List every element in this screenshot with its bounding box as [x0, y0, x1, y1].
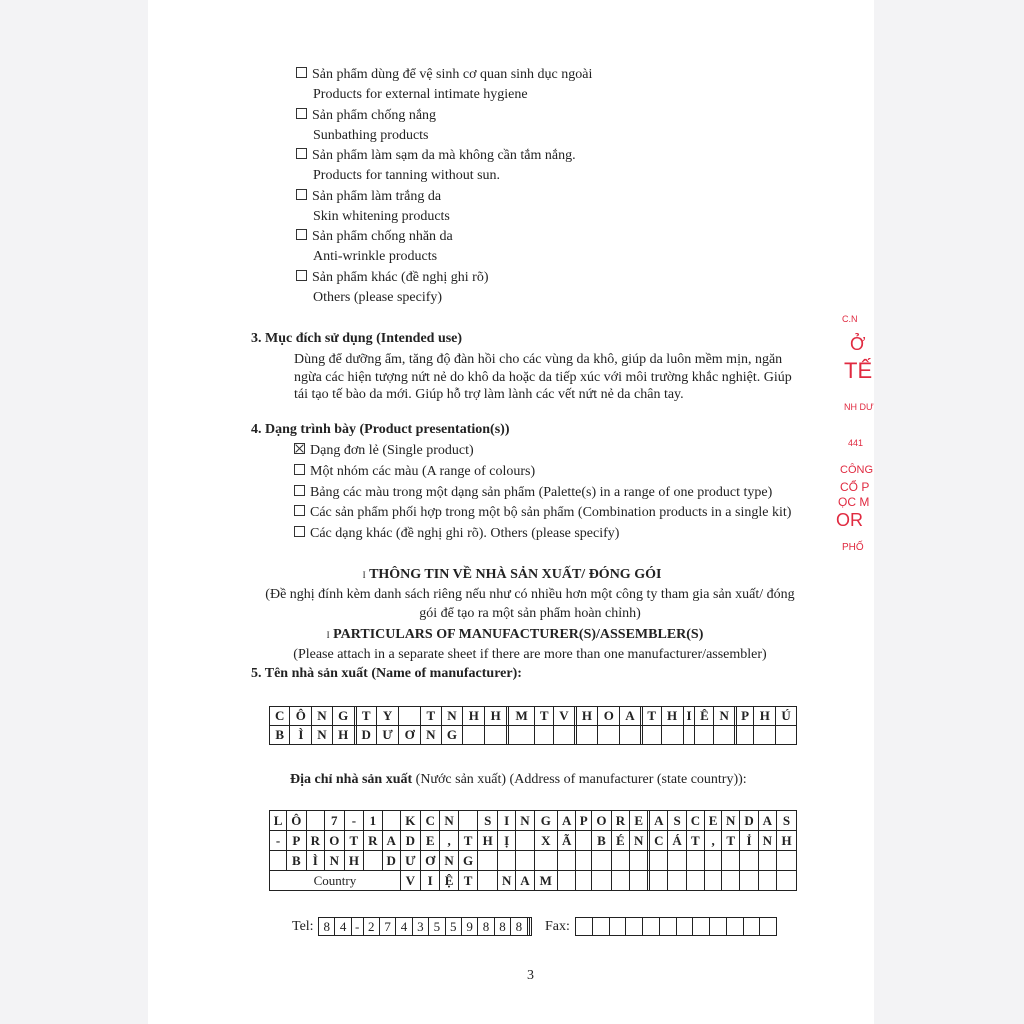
grid-cell: T: [458, 831, 478, 851]
grid-cell: C: [650, 831, 668, 851]
country-label: Country: [270, 871, 401, 891]
grid-cell: N: [516, 811, 534, 831]
grid-cell: G: [534, 811, 557, 831]
presentation-option-label: Dạng đơn lẻ (Single product): [310, 443, 474, 458]
grid-cell: [576, 831, 592, 851]
stamp-text: OR: [836, 510, 863, 530]
grid-cell: [726, 918, 743, 936]
grid-cell: [458, 811, 478, 831]
grid-cell: [650, 851, 668, 871]
grid-cell: O: [592, 811, 612, 831]
grid-cell: 8: [511, 918, 527, 936]
section-i-title-en: I PARTICULARS OF MANUFACTURER(S)/ASSEMBLER(S): [326, 627, 704, 642]
grid-cell: D: [382, 851, 400, 871]
grid-cell: [509, 726, 535, 745]
checkbox-icon[interactable]: [296, 189, 307, 200]
grid-cell: 5: [445, 918, 461, 936]
intended-use-heading: 3. Mục đích sử dụng (Intended use): [251, 331, 463, 346]
fax-field: [575, 917, 777, 936]
grid-cell: [754, 726, 776, 745]
grid-cell: [714, 726, 734, 745]
stamp-text: CÔNG: [840, 464, 873, 476]
manufacturer-heading: 5. Tên nhà sản xuất (Name of manufacturer):: [251, 666, 522, 681]
grid-cell: [558, 871, 576, 891]
checklist-item-en: Sunbathing products: [313, 127, 429, 143]
checkbox-icon[interactable]: [294, 526, 305, 537]
grid-cell: [611, 851, 629, 871]
grid-cell: Ơ: [399, 726, 421, 745]
checkbox-icon[interactable]: [296, 270, 307, 281]
grid-cell: [659, 918, 676, 936]
grid-cell: [683, 726, 695, 745]
grid-cell: A: [382, 831, 400, 851]
checkbox-icon[interactable]: [296, 148, 307, 159]
grid-cell: [686, 851, 704, 871]
grid-cell: [306, 811, 324, 831]
grid-cell: [722, 871, 740, 891]
intended-use-line: Dùng để dưỡng ẩm, tăng độ đàn hồi cho các vùng da khô, giúp da luôn mềm mịn, ngăn: [294, 352, 783, 367]
presentation-heading: 4. Dạng trình bày (Product presentation(s)): [251, 422, 510, 437]
grid-row: [270, 851, 797, 871]
grid-cell: C: [686, 811, 704, 831]
grid-cell: Ơ: [420, 851, 440, 871]
grid-cell: [777, 871, 797, 891]
grid-row: [270, 831, 797, 851]
grid-cell: [516, 851, 534, 871]
stamp-text: 441: [848, 438, 864, 448]
grid-cell: [710, 918, 727, 936]
grid-cell: É: [611, 831, 629, 851]
grid-cell: T: [344, 831, 364, 851]
tel-field: [318, 917, 532, 936]
grid-cell: [736, 726, 754, 745]
grid-cell: [478, 871, 498, 891]
grid-cell: [576, 871, 592, 891]
grid-cell: [686, 871, 704, 891]
grid-cell: N: [630, 831, 648, 851]
checklist-label-vi: Sản phẩm chống nhăn da: [312, 229, 453, 245]
grid-cell: [705, 871, 722, 891]
grid-cell: G: [441, 726, 463, 745]
grid-cell: T: [535, 707, 554, 726]
stamp-text: C.N: [842, 314, 858, 324]
checklist-label-vi: Sản phẩm làm sạm da mà không cần tắm nắng.: [312, 148, 576, 164]
presentation-option: [294, 504, 791, 522]
grid-cell: A: [558, 811, 576, 831]
grid-row: [270, 811, 797, 831]
presentation-option: [294, 442, 474, 460]
stamp-text: Ở: [850, 334, 866, 354]
presentation-option: [294, 463, 535, 481]
grid-cell: P: [576, 811, 592, 831]
grid-cell: V: [554, 707, 574, 726]
grid-cell: T: [722, 831, 740, 851]
grid-cell: A: [650, 811, 668, 831]
checklist-item-en: Products for tanning without sun.: [313, 168, 501, 184]
grid-cell: Ư: [376, 726, 398, 745]
grid-cell: [497, 851, 515, 871]
grid-cell: N: [714, 707, 734, 726]
checkbox-icon[interactable]: [294, 464, 305, 475]
grid-cell: H: [463, 707, 485, 726]
checklist-item-en: Skin whitening products: [313, 208, 450, 224]
checked-box-icon[interactable]: [294, 443, 305, 454]
checklist-item-vi: [296, 228, 453, 246]
grid-cell: Ã: [558, 831, 576, 851]
grid-cell: E: [420, 831, 440, 851]
checklist-item-vi: [296, 66, 592, 84]
checkbox-icon[interactable]: [296, 108, 307, 119]
grid-cell: [620, 726, 640, 745]
grid-cell: N: [497, 871, 515, 891]
grid-cell: H: [576, 707, 598, 726]
checkbox-icon[interactable]: [296, 67, 307, 78]
grid-row: [270, 707, 797, 726]
grid-cell: Á: [668, 831, 686, 851]
grid-cell: 3: [412, 918, 428, 936]
page-number: 3: [527, 968, 534, 983]
grid-cell: N: [312, 726, 332, 745]
grid-cell: H: [332, 726, 354, 745]
grid-cell: E: [630, 811, 648, 831]
grid-cell: [668, 871, 686, 891]
grid-cell: M: [534, 871, 557, 891]
grid-cell: C: [270, 707, 290, 726]
grid-cell: Ô: [287, 811, 307, 831]
grid-cell: H: [777, 831, 797, 851]
grid-cell: [758, 871, 776, 891]
grid-cell: G: [332, 707, 354, 726]
grid-cell: Ê: [695, 707, 714, 726]
grid-row: [270, 726, 797, 745]
grid-cell: [516, 831, 534, 851]
stamp-text: PHỐ: [842, 542, 864, 553]
presentation-option-label: Các dạng khác (đề nghị ghi rõ). Others (please specify): [310, 526, 620, 542]
checklist-item-vi: [296, 188, 441, 206]
grid-cell: Ì: [290, 726, 312, 745]
grid-cell: T: [356, 707, 376, 726]
grid-cell: [364, 851, 382, 871]
grid-cell: T: [686, 831, 704, 851]
red-stamp-seal: [830, 296, 880, 566]
grid-cell: O: [598, 707, 620, 726]
grid-cell: [743, 918, 760, 936]
checklist-item-en: Others (please specify): [313, 290, 443, 305]
grid-cell: B: [592, 831, 612, 851]
grid-cell: [630, 851, 648, 871]
grid-cell: 8: [494, 918, 510, 936]
grid-cell: [598, 726, 620, 745]
grid-cell: [650, 871, 668, 891]
grid-cell: -: [270, 831, 287, 851]
grid-cell: [740, 871, 758, 891]
grid-cell: [611, 871, 629, 891]
grid-row: [576, 918, 777, 936]
grid-cell: [705, 851, 722, 871]
grid-cell: S: [668, 811, 686, 831]
grid-cell: K: [400, 811, 420, 831]
address-label: Địa chỉ nhà sản xuất (Nước sản xuất) (Address of manufacturer (state country)):: [290, 772, 747, 787]
checklist-item-en: Anti-wrinkle products: [313, 249, 438, 265]
grid-cell: N: [440, 851, 458, 871]
grid-cell: [668, 851, 686, 871]
grid-cell: 5: [429, 918, 445, 936]
grid-cell: H: [344, 851, 364, 871]
grid-cell: [695, 726, 714, 745]
grid-cell: N: [722, 811, 740, 831]
checkbox-icon[interactable]: [294, 505, 305, 516]
grid-row: [319, 918, 532, 936]
grid-cell: ,: [440, 831, 458, 851]
stamp-text: ỌC M: [838, 495, 870, 509]
grid-cell: 9: [461, 918, 477, 936]
grid-cell: [478, 851, 498, 871]
grid-cell: N: [312, 707, 332, 726]
grid-cell: Ô: [290, 707, 312, 726]
grid-cell: T: [642, 707, 661, 726]
grid-cell: [529, 918, 531, 936]
grid-cell: [609, 918, 626, 936]
grid-cell: [535, 726, 554, 745]
grid-cell: 4: [396, 918, 412, 936]
fax-label: Fax:: [545, 919, 570, 934]
grid-cell: I: [683, 707, 695, 726]
grid-cell: H: [661, 707, 683, 726]
grid-cell: -: [351, 918, 363, 936]
grid-cell: O: [324, 831, 344, 851]
grid-cell: [270, 851, 287, 871]
grid-cell: Ì: [306, 851, 324, 871]
grid-cell: N: [758, 831, 776, 851]
grid-cell: 4: [335, 918, 351, 936]
grid-cell: [676, 918, 693, 936]
grid-cell: [399, 707, 421, 726]
grid-cell: I: [497, 811, 515, 831]
grid-cell: N: [441, 707, 463, 726]
grid-cell: T: [421, 707, 441, 726]
intended-use-line: ngừa các hiện tượng nứt nẻ do khô da hoặc da tiếp xúc với môi trường khắc nghiệt. Giúp: [294, 370, 792, 385]
grid-cell: [758, 851, 776, 871]
grid-cell: E: [705, 811, 722, 831]
intended-use-line: tái tạo tế bào da mới. Giúp hỗ trợ làm lành các vết nứt nẻ da chân tay.: [294, 387, 684, 402]
grid-cell: [576, 918, 593, 936]
checklist-label-vi: Sản phẩm chống nắng: [312, 107, 437, 123]
checklist-label-vi: Sản phẩm khác (đề nghị ghi rõ): [312, 270, 489, 285]
grid-cell: [777, 851, 797, 871]
checkbox-icon[interactable]: [294, 485, 305, 496]
grid-cell: Ỉ: [740, 831, 758, 851]
grid-cell: [760, 918, 777, 936]
grid-cell: Ị: [497, 831, 515, 851]
grid-cell: P: [736, 707, 754, 726]
grid-cell: H: [754, 707, 776, 726]
grid-cell: S: [478, 811, 498, 831]
grid-cell: 7: [379, 918, 395, 936]
checklist-item-vi: [296, 107, 436, 125]
grid-cell: [643, 918, 660, 936]
presentation-option-label: Một nhóm các màu (A range of colours): [310, 463, 536, 479]
grid-cell: R: [364, 831, 382, 851]
grid-cell: [382, 811, 400, 831]
grid-cell: [576, 726, 598, 745]
grid-cell: [626, 918, 643, 936]
checkbox-icon[interactable]: [296, 229, 307, 240]
grid-cell: [463, 726, 485, 745]
grid-cell: P: [287, 831, 307, 851]
grid-cell: R: [611, 811, 629, 831]
grid-cell: V: [400, 871, 420, 891]
grid-cell: Ú: [776, 707, 797, 726]
checklist-item-vi: [296, 147, 576, 165]
grid-cell: [534, 851, 557, 871]
grid-cell: 2: [363, 918, 379, 936]
presentation-option: [294, 525, 619, 543]
section-i-note-en: (Please attach in a separate sheet if there are more than one manufacturer/assembler): [293, 647, 767, 662]
presentation-option: [294, 484, 772, 502]
grid-cell: [642, 726, 661, 745]
grid-cell: H: [478, 831, 498, 851]
grid-cell: G: [458, 851, 478, 871]
grid-cell: [661, 726, 683, 745]
presentation-option-label: Các sản phẩm phối hợp trong một bộ sản phẩm (Combination products in a single kit): [310, 505, 792, 521]
grid-cell: 8: [319, 918, 335, 936]
grid-cell: Y: [376, 707, 398, 726]
grid-cell: [776, 726, 797, 745]
grid-cell: [592, 871, 612, 891]
grid-cell: M: [509, 707, 535, 726]
grid-cell: B: [287, 851, 307, 871]
stamp-text: NH DƯ: [844, 402, 874, 412]
grid-cell: 7: [324, 811, 344, 831]
grid-cell: S: [777, 811, 797, 831]
checklist-item-en: Products for external intimate hygiene: [313, 87, 528, 102]
grid-row: [270, 871, 797, 891]
section-i-note-vi-2: gói để tạo ra một sản phẩm hoàn chỉnh): [419, 606, 641, 621]
grid-cell: C: [420, 811, 440, 831]
manufacturer-name-grid: [269, 706, 797, 745]
grid-cell: 8: [478, 918, 494, 936]
grid-cell: D: [400, 831, 420, 851]
grid-cell: [592, 851, 612, 871]
grid-cell: D: [740, 811, 758, 831]
grid-cell: -: [344, 811, 364, 831]
tel-label: Tel:: [292, 919, 314, 934]
grid-cell: N: [324, 851, 344, 871]
grid-cell: N: [440, 811, 458, 831]
presentation-option-label: Bảng các màu trong một dạng sản phẩm (Palette(s) in a range of one product type): [310, 484, 773, 500]
grid-cell: ,: [705, 831, 722, 851]
grid-cell: 1: [364, 811, 382, 831]
grid-cell: D: [356, 726, 376, 745]
section-i-title-vi: I THÔNG TIN VỀ NHÀ SẢN XUẤT/ ĐÓNG GÓI: [362, 567, 662, 582]
checklist-label-vi: Sản phẩm làm trắng da: [312, 188, 442, 204]
section-i-note-vi: (Đề nghị đính kèm danh sách riêng nếu như có nhiều hơn một công ty tham gia sản xuất/ đóng: [265, 587, 795, 602]
grid-cell: N: [421, 726, 441, 745]
grid-cell: [592, 918, 609, 936]
grid-cell: B: [270, 726, 290, 745]
grid-cell: [576, 851, 592, 871]
grid-cell: [558, 851, 576, 871]
stamp-text: CỔ P: [840, 480, 870, 494]
grid-cell: [722, 851, 740, 871]
grid-cell: [485, 726, 507, 745]
grid-cell: [554, 726, 574, 745]
manufacturer-address-grid: [269, 810, 797, 891]
grid-cell: A: [758, 811, 776, 831]
grid-cell: [693, 918, 710, 936]
grid-cell: X: [534, 831, 557, 851]
grid-cell: L: [270, 811, 287, 831]
grid-cell: Ư: [400, 851, 420, 871]
stamp-text: TẾ: [844, 358, 873, 383]
grid-cell: A: [516, 871, 534, 891]
grid-cell: [630, 871, 648, 891]
grid-cell: R: [306, 831, 324, 851]
grid-cell: T: [458, 871, 478, 891]
grid-cell: A: [620, 707, 640, 726]
checklist-label-vi: Sản phẩm dùng để vệ sinh cơ quan sinh dục ngoài: [312, 67, 593, 82]
grid-cell: Ệ: [440, 871, 458, 891]
grid-cell: [740, 851, 758, 871]
checklist-item-vi: [296, 269, 489, 287]
grid-cell: I: [420, 871, 440, 891]
grid-cell: H: [485, 707, 507, 726]
